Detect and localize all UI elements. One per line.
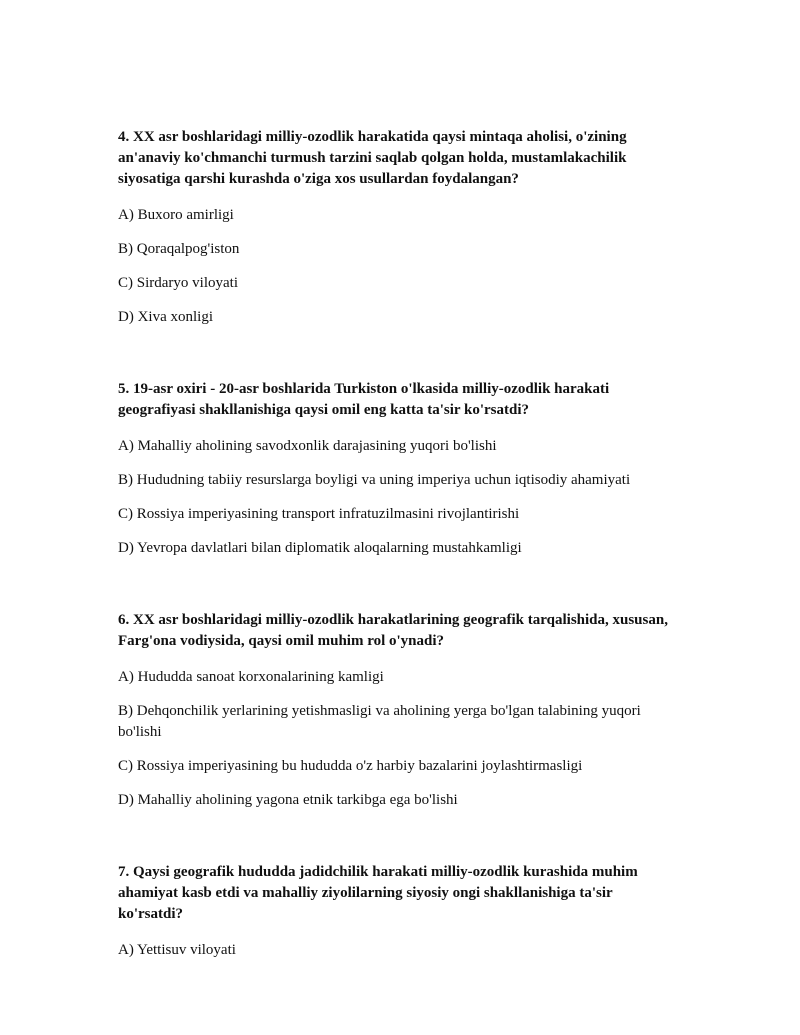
question-text: 7. Qaysi geografik hududda jadidchilik harakati milliy-ozodlik kurashida muhim ahamiyat kasb etdi va mahalliy ziyolilarning siyosiy ongi shakllanishiga ta'sir ko'rsatdi? [118, 864, 638, 922]
question-5 [118, 379, 678, 559]
option-c: C) Rossiya imperiyasining transport infratuzilmasini rivojlantirishi [118, 506, 520, 522]
option-c: C) Rossiya imperiyasining bu hududda o'z harbiy bazalarini joylashtirmasligi [118, 758, 583, 774]
question-4 [118, 127, 678, 328]
option-a: A) Buxoro amirligi [118, 207, 234, 223]
option-d: D) Xiva xonligi [118, 309, 213, 325]
question-6 [118, 610, 678, 811]
option-d: D) Yevropa davlatlari bilan diplomatik aloqalarning mustahkamligi [118, 540, 522, 556]
option-c: C) Sirdaryo viloyati [118, 275, 238, 291]
option-a: A) Mahalliy aholining savodxonlik darajasining yuqori bo'lishi [118, 438, 497, 454]
document-page [118, 127, 678, 1012]
question-text: 5. 19-asr oxiri - 20-asr boshlarida Turkiston o'lkasida milliy-ozodlik harakati geografiyasi shakllanishiga qaysi omil eng katta ta'sir ko'rsatdi? [118, 381, 610, 418]
option-b: B) Dehqonchilik yerlarining yetishmasligi va aholining yerga bo'lgan talabining yuqori bo'lishi [118, 703, 641, 740]
question-text: 4. XX asr boshlaridagi milliy-ozodlik harakatida qaysi mintaqa aholisi, o'zining an'anaviy ko'chmanchi turmush tarzini saqlab qolgan holda, mustamlakachilik siyosatiga qarshi kurashda o'ziga xos usullardan foydalangan? [118, 129, 627, 187]
option-b: B) Hududning tabiiy resurslarga boyligi va uning imperiya uchun iqtisodiy ahamiyati [118, 472, 631, 488]
option-a: A) Yettisuv viloyati [118, 942, 236, 958]
option-d: D) Mahalliy aholining yagona etnik tarkibga ega bo'lishi [118, 792, 458, 808]
question-text: 6. XX asr boshlaridagi milliy-ozodlik harakatlarining geografik tarqalishida, xususan, Farg'ona vodiysida, qaysi omil muhim rol o'ynadi? [118, 612, 668, 649]
option-a: A) Hududda sanoat korxonalarining kamligi [118, 669, 384, 685]
question-7 [118, 862, 678, 961]
option-b: B) Qoraqalpog'iston [118, 241, 240, 257]
